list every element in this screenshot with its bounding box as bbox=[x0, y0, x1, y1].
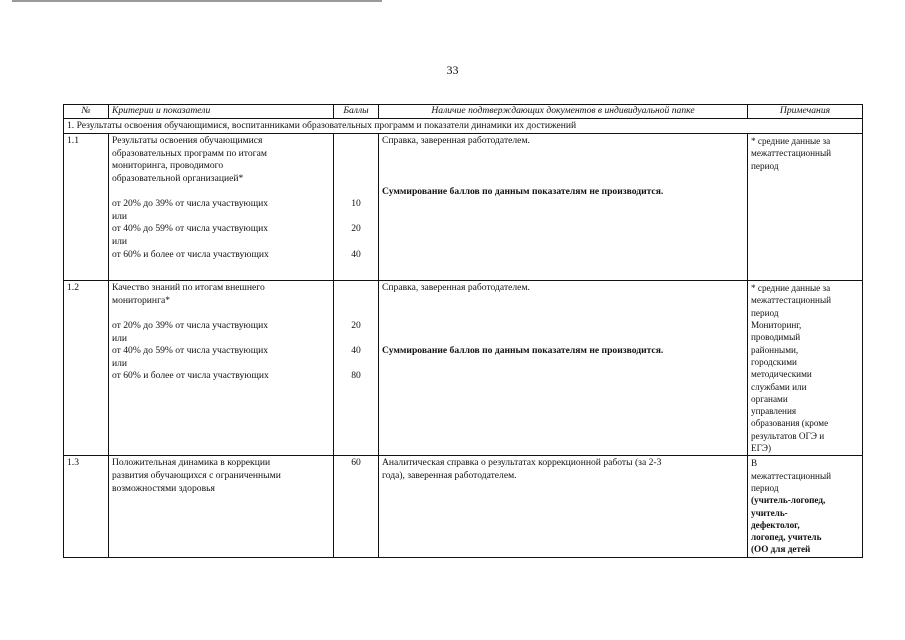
row-number: 1.1 bbox=[64, 134, 109, 281]
table-row bbox=[64, 456, 863, 557]
note-line: городскими bbox=[751, 356, 797, 367]
sub-item-text: или bbox=[112, 332, 128, 344]
note-line: образования (кроме bbox=[751, 418, 829, 429]
criteria-line: мониторинга* bbox=[112, 294, 171, 306]
criteria-line: Результаты освоения обучающимися bbox=[112, 135, 263, 147]
row-points bbox=[334, 456, 379, 557]
sub-item-text: от 20% до 39% от числа участвующих bbox=[112, 198, 269, 210]
note-line: период bbox=[751, 307, 779, 318]
note-line: службами или bbox=[751, 381, 807, 392]
row-number: 1.3 bbox=[64, 456, 109, 557]
table-row bbox=[64, 281, 863, 456]
row-notes bbox=[748, 134, 863, 281]
row-notes bbox=[748, 456, 863, 557]
note-line-bold: (ОО для детей bbox=[751, 544, 811, 555]
header-criteria: Критерии и показатели bbox=[109, 105, 334, 119]
doc-text: Справка, заверенная работодателем. bbox=[382, 282, 530, 294]
note-line-bold: логопед, учитель bbox=[751, 532, 822, 543]
points-value: 40 bbox=[351, 345, 361, 357]
criteria-line: Качество знаний по итогам внешнего bbox=[112, 282, 265, 294]
doc-text: Справка, заверенная работодателем. bbox=[382, 135, 530, 147]
note-line-bold: (учитель-логопед, bbox=[751, 495, 826, 506]
note-line: проводимый bbox=[751, 332, 801, 343]
sub-item-text: от 60% и более от числа участвующих bbox=[112, 370, 269, 382]
sub-item-text: от 60% и более от числа участвующих bbox=[112, 248, 269, 260]
note-line: методическими bbox=[751, 369, 812, 380]
criteria-table bbox=[63, 104, 863, 558]
row-points bbox=[334, 134, 379, 281]
sub-item-text: от 40% до 59% от числа участвующих bbox=[112, 223, 269, 235]
note-line: межаттестационный bbox=[751, 470, 832, 481]
doc-note-bold: Суммирование баллов по данным показателям не производится. bbox=[382, 185, 664, 197]
note-line: период bbox=[751, 482, 779, 493]
top-edge-line bbox=[12, 0, 382, 2]
note-line-bold: дефектолог, bbox=[751, 519, 800, 530]
note-line: * средние данные за bbox=[751, 283, 831, 294]
row-documents bbox=[379, 456, 748, 557]
criteria-line: образовательной организацией* bbox=[112, 172, 244, 184]
note-line: * средние данные за bbox=[751, 136, 831, 147]
note-line: результатов ОГЭ и bbox=[751, 430, 825, 441]
row-number: 1.2 bbox=[64, 281, 109, 456]
row-points bbox=[334, 281, 379, 456]
note-line: межаттестационный bbox=[751, 148, 832, 159]
header-notes: Примечания bbox=[748, 105, 863, 119]
criteria-line: возможностями здоровья bbox=[112, 482, 215, 494]
row-criteria bbox=[109, 281, 334, 456]
sub-item-text: или bbox=[112, 235, 128, 247]
criteria-line: Положительная динамика в коррекции bbox=[112, 457, 271, 469]
header-number: № bbox=[64, 105, 109, 119]
sub-item-text: от 40% до 59% от числа участвующих bbox=[112, 345, 269, 357]
note-line: период bbox=[751, 160, 779, 171]
section-title: 1. Результаты освоения обучающимися, воспитанниками образовательных программ и показатели динамики их достижений bbox=[64, 118, 863, 134]
points-value: 20 bbox=[351, 223, 361, 235]
criteria-line: развития обучающихся с ограниченными bbox=[112, 469, 281, 481]
note-line: органами bbox=[751, 393, 788, 404]
note-line-bold: учитель- bbox=[751, 507, 788, 518]
note-line: ЕГЭ) bbox=[751, 443, 772, 454]
points-value: 40 bbox=[351, 248, 361, 260]
sub-item-text: от 20% до 39% от числа участвующих bbox=[112, 319, 269, 331]
note-line: межаттестационный bbox=[751, 295, 832, 306]
note-line: Мониторинг, bbox=[751, 320, 802, 331]
criteria-line: мониторинга, проводимого bbox=[112, 160, 224, 172]
doc-text: года), заверенная работодателем. bbox=[382, 469, 517, 481]
criteria-line: образовательных программ по итогам bbox=[112, 147, 267, 159]
row-criteria bbox=[109, 134, 334, 281]
table-header-row bbox=[64, 105, 863, 119]
points-value: 20 bbox=[351, 319, 361, 331]
note-line: районными, bbox=[751, 344, 799, 355]
section-row bbox=[64, 118, 863, 134]
note-line: В bbox=[751, 458, 758, 469]
note-line: управления bbox=[751, 406, 797, 417]
doc-text: Аналитическая справка о результатах коррекционной работы (за 2-3 bbox=[382, 457, 662, 469]
header-points: Баллы bbox=[334, 105, 379, 119]
row-documents bbox=[379, 281, 748, 456]
page-number: 33 bbox=[446, 63, 459, 77]
row-documents bbox=[379, 134, 748, 281]
points-value: 60 bbox=[351, 457, 361, 469]
sub-item-text: или bbox=[112, 357, 128, 369]
header-documents: Наличие подтверждающих документов в индивидуальной папке bbox=[379, 105, 748, 119]
row-criteria bbox=[109, 456, 334, 557]
table-row bbox=[64, 134, 863, 281]
doc-note-bold: Суммирование баллов по данным показателям не производится. bbox=[382, 345, 664, 357]
sub-item-text: или bbox=[112, 210, 128, 222]
points-value: 80 bbox=[351, 370, 361, 382]
points-value: 10 bbox=[351, 198, 361, 210]
row-notes bbox=[748, 281, 863, 456]
